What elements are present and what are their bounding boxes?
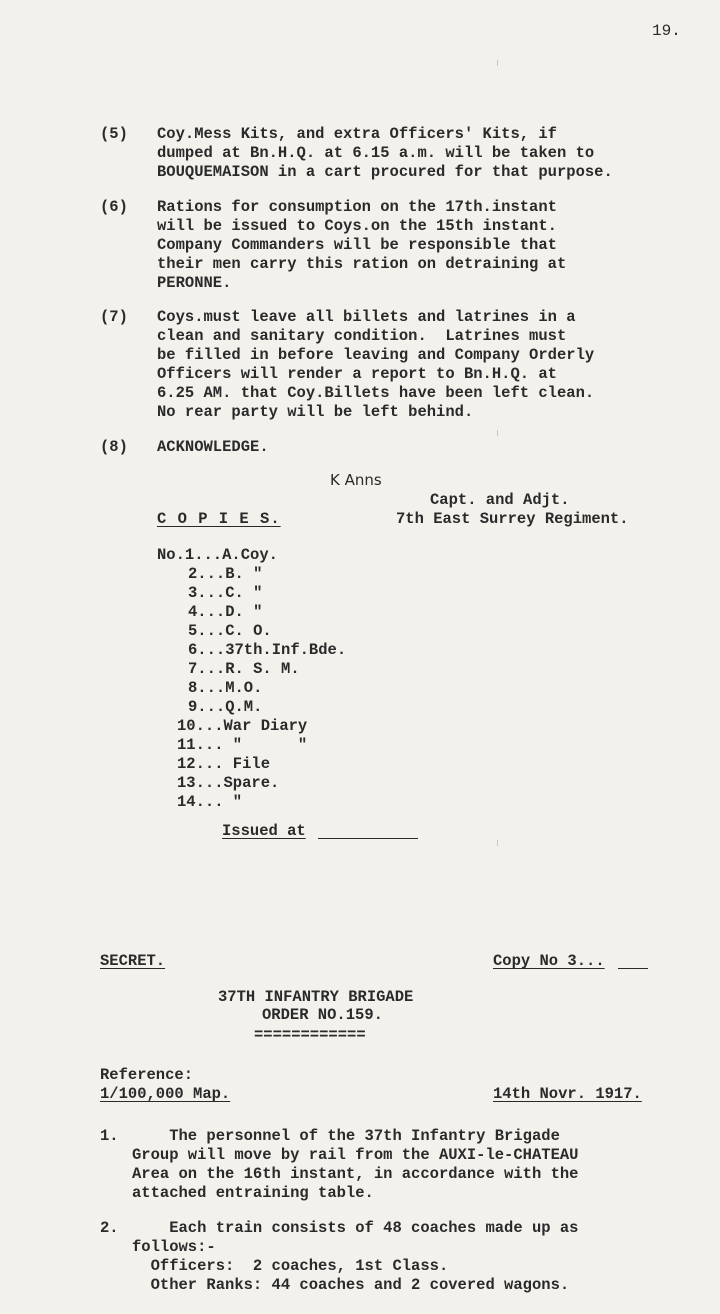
copies-item-3: 3...C. " bbox=[188, 584, 263, 602]
copies-item-8: 8...M.O. bbox=[188, 679, 263, 697]
order-title-number: ORDER NO.159. bbox=[262, 1006, 383, 1024]
paper-mark bbox=[497, 60, 498, 66]
copies-item-14: 14... " bbox=[177, 793, 243, 811]
item-6-line-5: PERONNE. bbox=[157, 274, 232, 292]
issued-at-blank bbox=[318, 838, 418, 839]
item-6-line-3: Company Commanders will be responsible that bbox=[157, 236, 557, 254]
copies-item-7: 7...R. S. M. bbox=[188, 660, 300, 678]
copies-item-12: 12... File bbox=[177, 755, 271, 773]
para-1-line-3: Area on the 16th instant, in accordance with the bbox=[132, 1165, 579, 1183]
reference-map: 1/100,000 Map. bbox=[100, 1085, 231, 1103]
para-1-line-4: attached entraining table. bbox=[132, 1184, 374, 1202]
paper-mark bbox=[497, 840, 498, 846]
copies-item-4: 4...D. " bbox=[188, 603, 263, 621]
item-7-line-2: clean and sanitary condition. Latrines must bbox=[157, 327, 567, 345]
order-title-brigade: 37TH INFANTRY BRIGADE bbox=[218, 988, 414, 1006]
issued-at-label: Issued at bbox=[222, 822, 306, 840]
reference-label: Reference: bbox=[100, 1066, 194, 1084]
para-2-line-1: Each train consists of 48 coaches made up as bbox=[132, 1219, 579, 1237]
copies-item-5: 5...C. O. bbox=[188, 622, 272, 640]
copies-item-6: 6...37th.Inf.Bde. bbox=[188, 641, 347, 659]
para-2-line-4: Other Ranks: 44 coaches and 2 covered wagons. bbox=[132, 1276, 570, 1294]
item-number-8: (8) bbox=[100, 438, 128, 456]
signature-unit: 7th East Surrey Regiment. bbox=[396, 510, 629, 528]
para-2-line-3: Officers: 2 coaches, 1st Class. bbox=[132, 1257, 449, 1275]
item-7-line-1: Coys.must leave all billets and latrines in a bbox=[157, 308, 576, 326]
copies-item-11: 11... " " bbox=[177, 736, 308, 754]
para-number-1: 1. bbox=[100, 1127, 119, 1145]
item-number-7: (7) bbox=[100, 308, 128, 326]
page-number: 19. bbox=[652, 22, 681, 40]
copies-item-9: 9...Q.M. bbox=[188, 698, 263, 716]
copies-heading: C O P I E S. bbox=[157, 510, 281, 528]
copies-item-1: No.1...A.Coy. bbox=[157, 546, 278, 564]
item-7-line-3: be filled in before leaving and Company Orderly bbox=[157, 346, 595, 364]
copies-item-2: 2...B. " bbox=[188, 565, 263, 583]
item-6-line-2: will be issued to Coys.on the 15th instant. bbox=[157, 217, 557, 235]
secret-marking: SECRET. bbox=[100, 952, 166, 970]
para-1-line-2: Group will move by rail from the AUXI-le-CHATEAU bbox=[132, 1146, 579, 1164]
signature-name: K Anns bbox=[330, 471, 382, 489]
item-6-line-1: Rations for consumption on the 17th.instant bbox=[157, 198, 557, 216]
copy-number: Copy No 3... bbox=[493, 952, 605, 970]
item-5-line-1: Coy.Mess Kits, and extra Officers' Kits, if bbox=[157, 125, 557, 143]
item-5-line-2: dumped at Bn.H.Q. at 6.15 a.m. will be taken to bbox=[157, 144, 595, 162]
order-title-divider: ============ bbox=[254, 1026, 366, 1044]
item-7-line-4: Officers will render a report to Bn.H.Q. at bbox=[157, 365, 557, 383]
para-2-line-2: follows:- bbox=[132, 1238, 216, 1256]
item-5-line-3: BOUQUEMAISON in a cart procured for that purpose. bbox=[157, 163, 613, 181]
item-7-line-5: 6.25 AM. that Coy.Billets have been left clean. bbox=[157, 384, 595, 402]
item-6-line-4: their men carry this ration on detraining at bbox=[157, 255, 567, 273]
paper-mark bbox=[497, 430, 498, 436]
item-8-line-1: ACKNOWLEDGE. bbox=[157, 438, 269, 456]
item-number-6: (6) bbox=[100, 198, 128, 216]
item-7-line-6: No rear party will be left behind. bbox=[157, 403, 474, 421]
signature-rank: Capt. and Adjt. bbox=[430, 491, 570, 509]
item-number-5: (5) bbox=[100, 125, 128, 143]
copies-item-13: 13...Spare. bbox=[177, 774, 280, 792]
copy-number-blank bbox=[618, 968, 648, 969]
para-1-line-1: The personnel of the 37th Infantry Brigade bbox=[132, 1127, 560, 1145]
copies-item-10: 10...War Diary bbox=[177, 717, 308, 735]
order-date: 14th Novr. 1917. bbox=[493, 1085, 642, 1103]
para-number-2: 2. bbox=[100, 1219, 119, 1237]
